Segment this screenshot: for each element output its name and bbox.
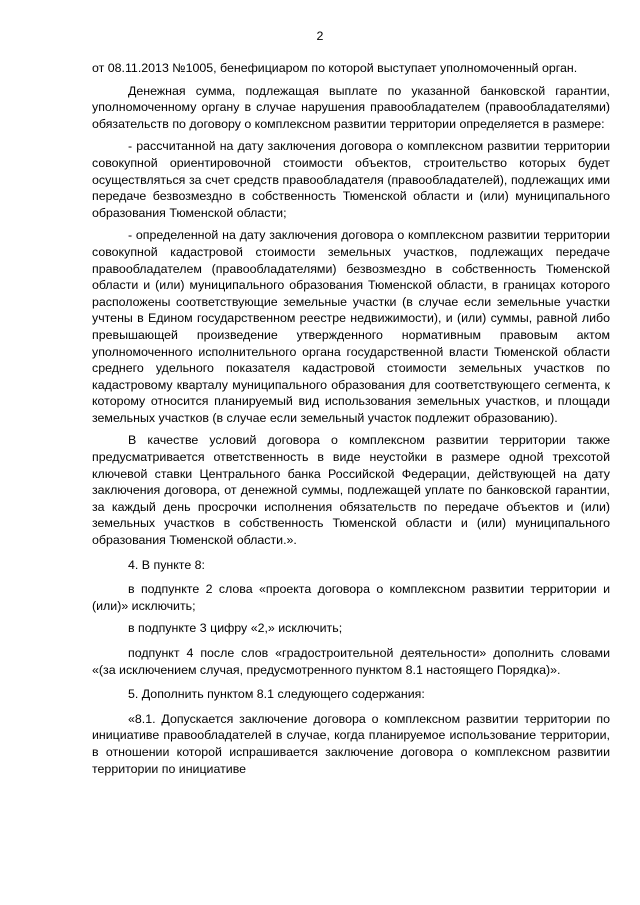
paragraph-item-4: 4. В пункте 8: bbox=[128, 557, 205, 572]
document-body bbox=[92, 60, 610, 783]
paragraph-penalty: В качестве условий договора о комплексном развитии территории также предусматривается ответственность в виде неустойки в размере одной трехсотой ключевой ставки Центрального банка Российской Федерации, действующей на дату заключения договора, от денежной суммы, подлежащей уплате по банковской гарантии, за каждый день просрочки исполнения обязательств по передаче объектов и (или) земельных участков в собственность Тюменской области и (или) муниципального образования Тюменской области.». bbox=[92, 433, 610, 548]
paragraph-bullet-cadastral-cost: - определенной на дату заключения договора о комплексном развитии территории совокупной кадастровой стоимости земельных участков, подлежащих передаче правообладателем (правообладателями) безвозмездно в собственность Тюменской области и (или) муниципального образования Тюменской области, в границах которого расположены соответствующие земельные участки (в случае если земельные участки учтены в Едином государственном реестре недвижимости), и (или) суммы, равной либо превышающей произведение утвержденного нормативным правовым актом уполномоченного исполнительного органа государственной власти Тюменской области среднего удельного показателя кадастровой стоимости земельных участков по кадастровому кварталу муниципального образования для соответствующего сегмента, к которому относится планируемый вид использования земельных участков, и площади земельных участков (в случае если земельный участок подлежит образованию). bbox=[92, 228, 610, 425]
paragraph-subitem-2: в подпункте 2 слова «проекта договора о комплексном развитии территории и (или)» исключить; bbox=[92, 582, 610, 613]
paragraph-item-5: 5. Дополнить пунктом 8.1 следующего содержания: bbox=[128, 687, 425, 702]
paragraph-item-8-1: «8.1. Допускается заключение договора о комплексном развитии территории по инициативе правообладателей в случае, когда планируемое использование территории, в отношении которой испрашивается заключение договора о комплексном развитии территории по инициативе bbox=[92, 711, 610, 776]
paragraph-continuation: от 08.11.2013 №1005, бенефициаром по которой выступает уполномоченный орган. bbox=[92, 61, 578, 75]
paragraph-subitem-4: подпункт 4 после слов «градостроительной деятельности» дополнить словами «(за исключением случая, предусмотренного пунктом 8.1 настоящего Порядка)». bbox=[92, 646, 610, 677]
paragraph-bullet-objects-cost: - рассчитанной на дату заключения договора о комплексном развитии территории совокупной ориентировочной стоимости объектов, строительство которых будет осуществляться за счет средств правообладателя (правообладателей), подлежащих ими передаче безвозмездно в собственность Тюменской области и (или) муниципального образования Тюменской области; bbox=[92, 139, 610, 220]
paragraph-guarantee-amount: Денежная сумма, подлежащая выплате по указанной банковской гарантии, уполномоченному органу в случае нарушения правообладателем (правообладателями) обязательств по договору о комплексном развитии территории определяется в размере: bbox=[92, 83, 610, 131]
page-number: 2 bbox=[316, 29, 324, 43]
paragraph-subitem-3: в подпункте 3 цифру «2,» исключить; bbox=[128, 621, 343, 636]
